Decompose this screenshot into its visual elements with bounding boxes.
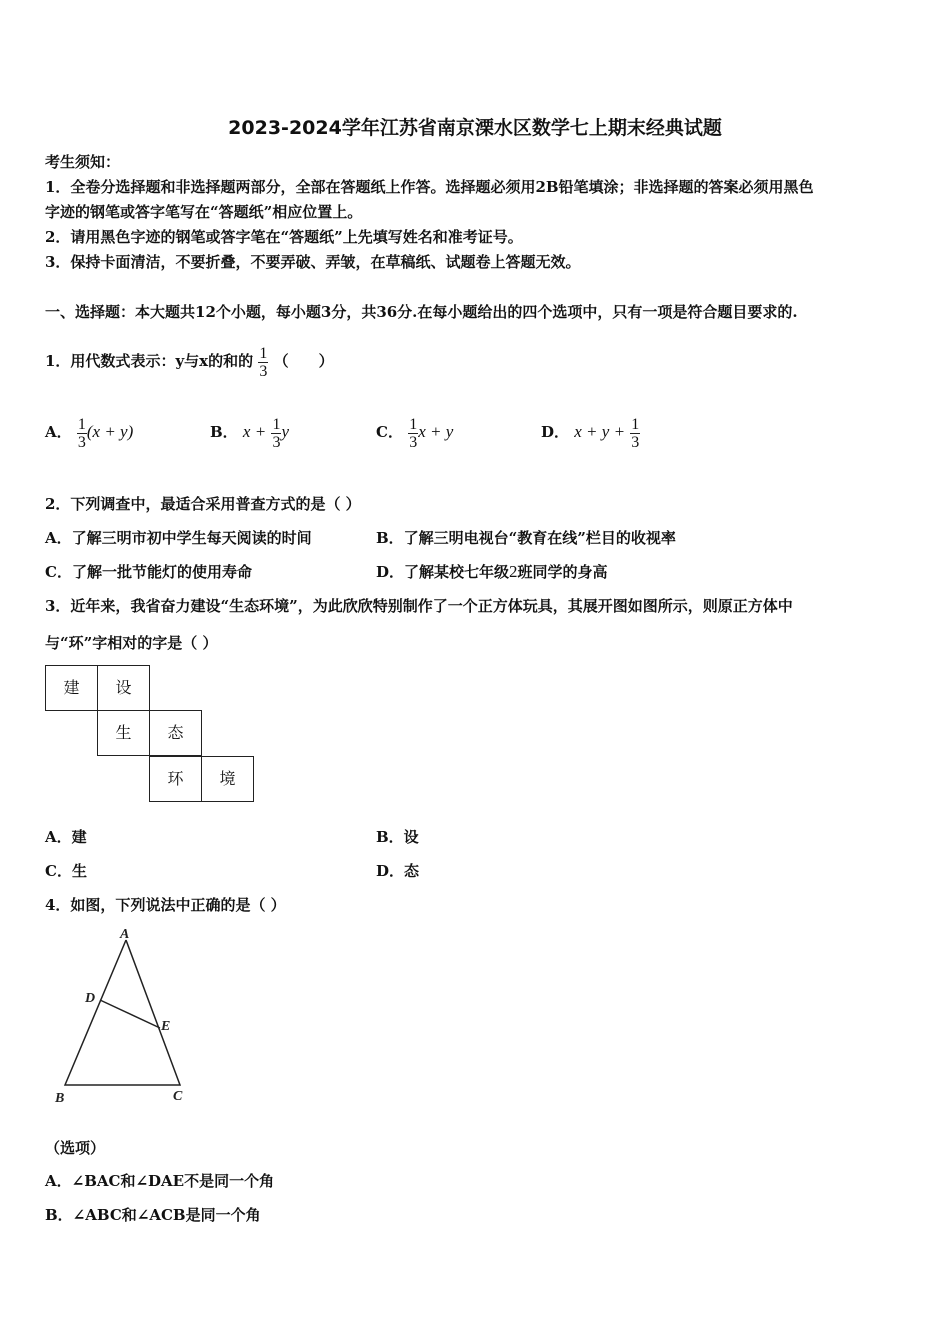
net-cell-jian: 建: [45, 665, 98, 711]
q4-option-a: A．∠BAC和∠DAE不是同一个角: [45, 1172, 275, 1190]
q2-d-pre: D．了解某校七年级: [376, 563, 510, 581]
q1-a-frac: [77, 416, 87, 451]
q1-d-frac: [630, 416, 640, 451]
q1-c-frac: [408, 416, 418, 451]
q1-label-d: D．: [541, 423, 570, 441]
section-heading: 一、选择题：本大题共12个小题，每小题3分，共36分.在每小题给出的四个选项中，只有一项是符合题目要求的.: [45, 303, 798, 321]
net-cell-jing: 境: [201, 756, 254, 802]
question-4-stem: 4．如图，下列说法中正确的是（ ）: [45, 896, 286, 914]
q4-option-b: B．∠ABC和∠ACB是同一个角: [45, 1206, 261, 1224]
q1-option-a: [45, 408, 133, 456]
q1-a-expr: (x + y): [86, 422, 134, 441]
q2-option-a: A．了解三明市初中学生每天阅读的时间: [45, 529, 312, 547]
triangle-figure: [45, 922, 205, 1112]
q1-a-num: 1: [77, 415, 86, 433]
q3-option-c: C．生: [45, 862, 87, 880]
question-3-stem-cont: 与“环”字相对的字是（ ）: [45, 634, 218, 652]
question-2-stem: 2．下列调查中，最适合采用普查方式的是（ ）: [45, 495, 361, 513]
q3-option-b: B．设: [376, 828, 419, 846]
q1-label-a: A．: [45, 423, 72, 441]
notice-item-3: 3．保持卡面清洁，不要折叠，不要弄破、弄皱，在草稿纸、试题卷上答题无效。: [45, 253, 581, 271]
q1-b-frac: [271, 416, 281, 451]
point-a-label: A: [120, 927, 130, 942]
q1-b-num: 1: [272, 415, 281, 433]
q1-d-head: x + y +: [574, 422, 626, 441]
q2-d-post: 班同学的身高: [517, 563, 608, 581]
question-1-stem: [45, 326, 334, 396]
q1-label-b: B．: [210, 423, 238, 441]
point-d-label: D: [85, 991, 96, 1006]
q1-stem-text: 1．用代数式表示：y与x的和的: [45, 352, 254, 370]
q2-option-c: C．了解一批节能灯的使用寿命: [45, 563, 252, 581]
net-cell-sheng: 生: [97, 710, 150, 756]
triangle-abc: [65, 940, 180, 1085]
q1-c-den: 3: [409, 433, 418, 451]
q3-option-a: A．建: [45, 828, 87, 846]
q2-option-d: [376, 560, 608, 584]
q1-fraction: [258, 345, 268, 380]
q2-d-num: 2: [509, 562, 518, 581]
q1-option-c: [376, 408, 453, 456]
q1-d-num: 1: [631, 415, 640, 433]
q3-option-d: D．态: [376, 862, 420, 880]
q1-label-c: C．: [376, 423, 403, 441]
net-cell-huan: 环: [149, 756, 202, 802]
notice-item-2: 2．请用黑色字迹的钢笔或答字笔在“答题纸”上先填写姓名和准考证号。: [45, 228, 523, 246]
net-cell-tai: 态: [149, 710, 202, 756]
q1-d-den: 3: [631, 433, 640, 451]
q1-frac-num: 1: [259, 344, 268, 362]
notice-item-1-cont: 字迹的钢笔或答字笔写在“答题纸”相应位置上。: [45, 203, 363, 221]
question-3-stem: 3．近年来，我省奋力建设“生态环境”，为此欣欣特别制作了一个正方体玩具，其展开图如图所示，则原正方体中: [45, 597, 793, 615]
q1-a-den: 3: [77, 433, 86, 451]
notice-heading: 考生须知：: [45, 153, 121, 171]
notice-item-1: 1．全卷分选择题和非选择题两部分，全部在答题纸上作答。选择题必须用2B铅笔填涂；非选择题的答案必须用黑色: [45, 178, 814, 196]
page-title: 2023-2024学年江苏省南京溧水区数学七上期末经典试题: [228, 117, 722, 139]
q1-option-b: [210, 408, 289, 456]
q1-b-tail: y: [281, 422, 289, 441]
q1-c-expr: x + y: [418, 422, 454, 441]
point-e-label: E: [161, 1019, 171, 1034]
q1-c-num: 1: [409, 415, 418, 433]
segment-de: [100, 1000, 160, 1028]
net-cell-she: 设: [97, 665, 150, 711]
q1-option-d: [541, 408, 640, 456]
q2-option-b: B．了解三明电视台“教育在线”栏目的收视率: [376, 529, 676, 547]
q1-b-den: 3: [272, 433, 281, 451]
q4-options-label: （选项）: [45, 1139, 106, 1157]
point-b-label: B: [55, 1091, 65, 1106]
q1-b-head: x +: [242, 422, 267, 441]
q1-paren: （ ）: [273, 352, 334, 370]
q1-frac-den: 3: [259, 362, 268, 380]
point-c-label: C: [173, 1089, 183, 1104]
